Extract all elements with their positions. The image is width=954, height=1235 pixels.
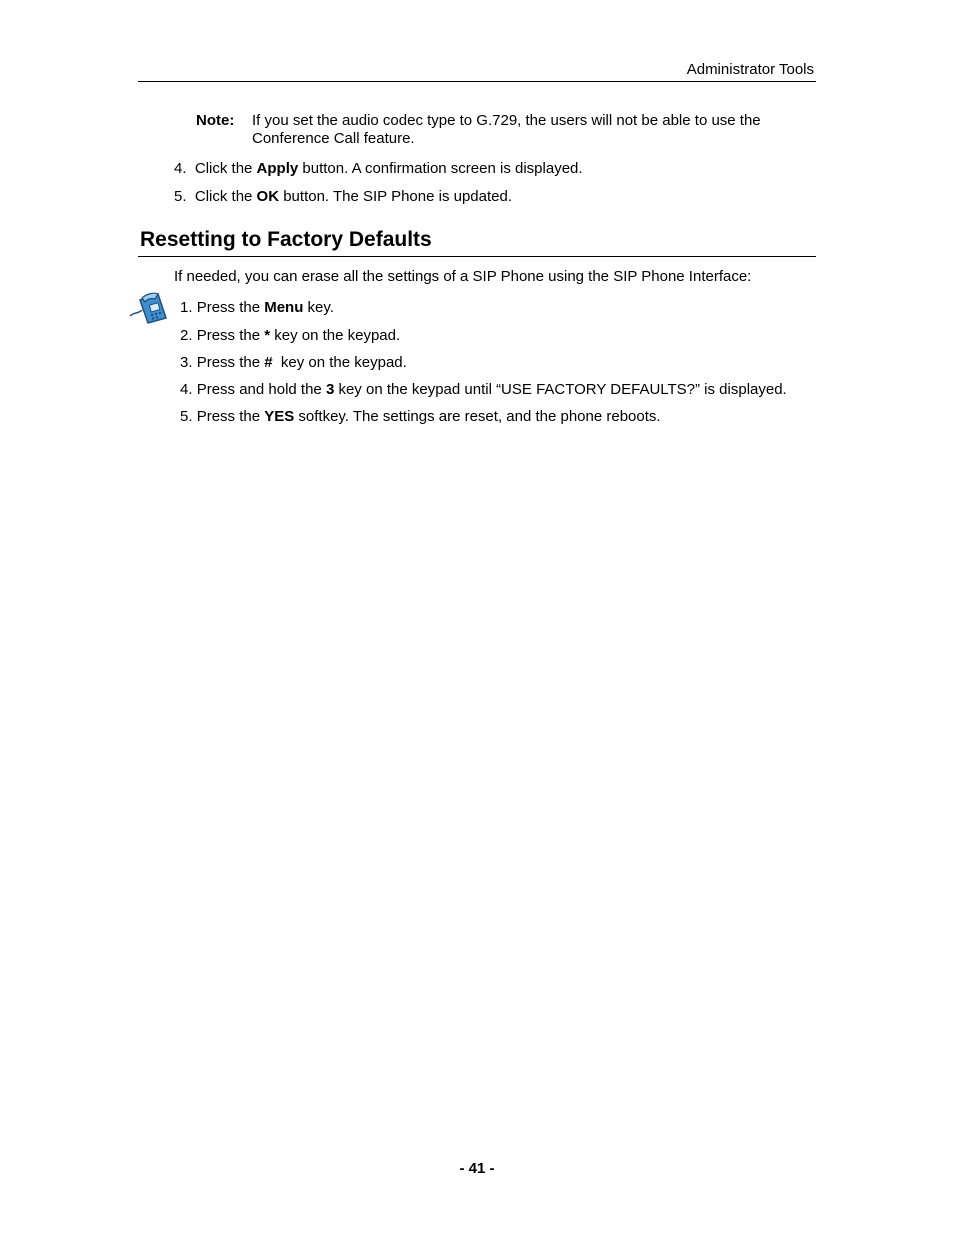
step-text-pre: Press the	[196, 327, 265, 344]
step-ok	[174, 188, 512, 205]
step-number: 4.	[174, 160, 187, 177]
note-label: Note:	[196, 112, 235, 129]
step-text-pre: Press and hold the	[196, 381, 326, 398]
step-number: 3.	[180, 354, 193, 371]
step-apply	[174, 160, 583, 177]
step-text-post: button. A confirmation screen is displayed.	[298, 160, 583, 177]
page-number: - 41 -	[459, 1160, 495, 1177]
step-text-bold: YES	[264, 408, 295, 425]
step-text-post: key on the keypad until “USE FACTORY DEFAULTS?” is displayed.	[334, 381, 787, 398]
note-text-line-1: If you set the audio codec type to G.729, the users will not be able to use the	[252, 112, 761, 129]
step-text-bold: OK	[256, 188, 280, 205]
telephone-icon	[128, 292, 168, 324]
step-text-pre: Press the	[196, 299, 265, 316]
step-number: 2.	[180, 327, 193, 344]
step-text-bold: *	[264, 327, 271, 344]
step-text-post: key.	[303, 299, 334, 316]
step-text-bold: 3	[325, 381, 335, 398]
step-number: 4.	[180, 381, 193, 398]
step-number: 5.	[180, 408, 193, 425]
step-text-bold: Menu	[264, 299, 304, 316]
step-text-post: button. The SIP Phone is updated.	[279, 188, 513, 205]
step-text-post: key on the keypad.	[270, 327, 401, 344]
step-text-pre: Click the	[194, 160, 257, 177]
step-number: 1.	[180, 299, 193, 316]
step-text-pre: Press the	[196, 354, 265, 371]
reset-step-5	[180, 408, 661, 425]
step-text-post: softkey. The settings are reset, and the phone reboots.	[294, 408, 661, 425]
step-text-pre: Press the	[196, 408, 265, 425]
step-text-bold: #	[264, 354, 273, 371]
note-text-line-2: Conference Call feature.	[252, 130, 415, 147]
step-text-bold: Apply	[256, 160, 299, 177]
step-text-post: key on the keypad.	[272, 354, 407, 371]
reset-step-2	[180, 327, 400, 344]
step-number: 5.	[174, 188, 187, 205]
reset-step-4	[180, 381, 787, 398]
section-heading: Resetting to Factory Defaults	[140, 228, 432, 251]
reset-step-1	[180, 299, 334, 316]
reset-step-3	[180, 354, 407, 371]
section-intro: If needed, you can erase all the settings of a SIP Phone using the SIP Phone Interface:	[174, 268, 752, 285]
step-text-pre: Click the	[194, 188, 257, 205]
section-rule	[138, 256, 816, 257]
header-rule	[138, 81, 816, 82]
running-header-title: Administrator Tools	[686, 61, 814, 78]
